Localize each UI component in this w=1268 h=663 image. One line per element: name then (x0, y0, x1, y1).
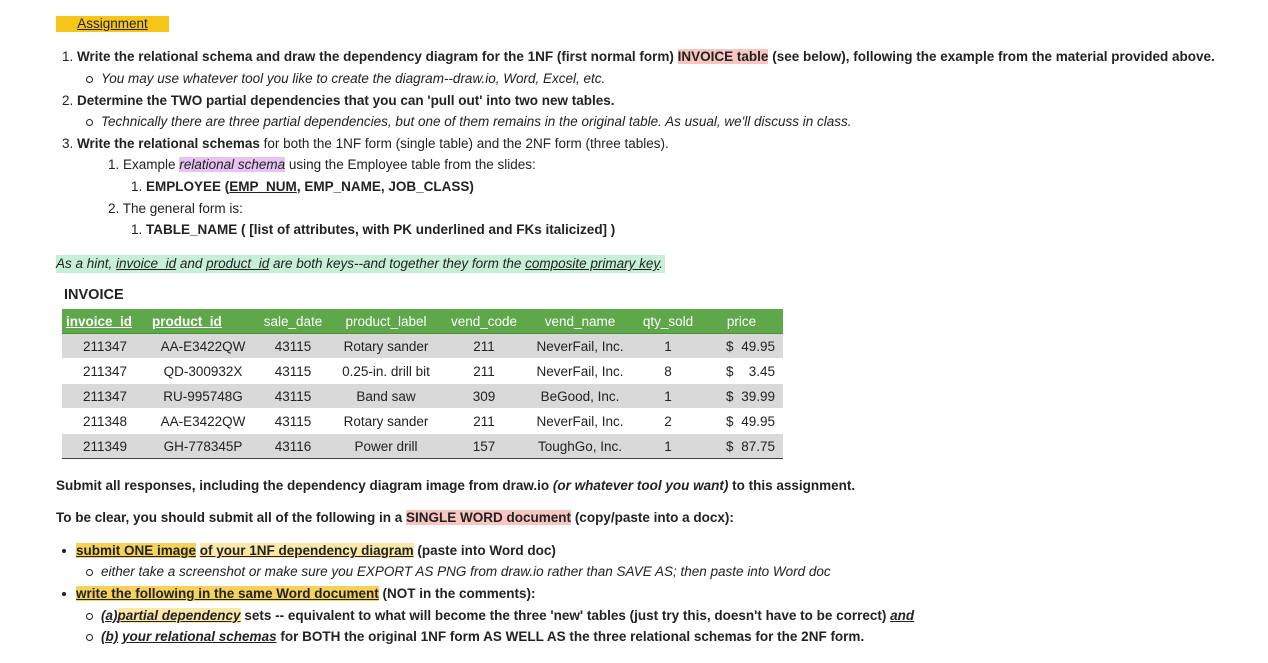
bullet-1-sub: either take a screenshot or make sure you EXPORT AS PNG from draw.io rather than SAVE AS; then paste into Word doc (86, 563, 831, 581)
cell-product-id: AA-E3422QW (148, 409, 258, 434)
cell-invoice-id: 211347 (62, 359, 148, 384)
table-row (62, 359, 783, 384)
col-qty-sold: qty_sold (636, 309, 700, 334)
cell-invoice-id: 211348 (62, 409, 148, 434)
cell-invoice-id: 211349 (62, 434, 148, 459)
circle-bullet-icon (86, 634, 93, 641)
item-1-sub: You may use whatever tool you like to create the diagram--draw.io, Word, Excel, etc. (86, 70, 605, 88)
cell-price: $ 87.75 (700, 434, 783, 459)
cell-sale-date: 43115 (258, 334, 328, 359)
col-vend-code: vend_code (444, 309, 524, 334)
col-vend-name: vend_name (524, 309, 636, 334)
item-1-number: 1. (62, 49, 74, 64)
cell-qty-sold: 8 (636, 359, 700, 384)
cell-vend-code: 211 (444, 359, 524, 384)
table-row (62, 384, 783, 409)
cell-price: $ 49.95 (700, 409, 783, 434)
cell-product-label: 0.25-in. drill bit (328, 359, 444, 384)
cell-product-id: RU-995748G (148, 384, 258, 409)
item-1-text: Write the relational schema and draw the dependency diagram for the 1NF (first normal form) (77, 49, 674, 64)
cell-qty-sold: 2 (636, 409, 700, 434)
cell-vend-code: 309 (444, 384, 524, 409)
cell-product-id: GH-778345P (148, 434, 258, 459)
bullet-icon (62, 549, 66, 553)
clear-line: To be clear, you should submit all of the following in a SINGLE WORD document (copy/paste into a docx): (56, 510, 734, 525)
cell-product-label: Band saw (328, 384, 444, 409)
cell-product-label: Rotary sander (328, 334, 444, 359)
cell-invoice-id: 211347 (62, 334, 148, 359)
single-word-doc-highlight: SINGLE WORD document (406, 510, 572, 525)
cell-product-label: Power drill (328, 434, 444, 459)
cell-price: $ 3.45 (700, 359, 783, 384)
hint-line: As a hint, invoice_id and product_id are both keys--and together they form the composite primary key. (56, 256, 663, 271)
cell-sale-date: 43116 (258, 434, 328, 459)
cell-price: $ 39.99 (700, 384, 783, 409)
cell-vend-code: 211 (444, 334, 524, 359)
item-3-2: 2. The general form is: (108, 201, 243, 216)
cell-product-id: AA-E3422QW (148, 334, 258, 359)
bullet-icon (62, 592, 66, 596)
invoice-table-title: INVOICE (64, 287, 124, 303)
cell-product-label: Rotary sander (328, 409, 444, 434)
table-row (62, 434, 783, 459)
composite-key: composite primary key (525, 256, 660, 271)
col-sale-date: sale_date (258, 309, 328, 334)
item-3-1-1: 1. EMPLOYEE (EMP_NUM, EMP_NAME, JOB_CLASS) (131, 179, 474, 194)
bullet-2: write the following in the same Word document (NOT in the comments): (62, 585, 536, 603)
item-2: 2. Determine the TWO partial dependencies that you can 'pull out' into two new tables. (62, 93, 615, 108)
cell-qty-sold: 1 (636, 334, 700, 359)
circle-bullet-icon (86, 119, 93, 126)
col-product-label: product_label (328, 309, 444, 334)
cell-qty-sold: 1 (636, 384, 700, 409)
relational-schema-highlight: relational schema (179, 157, 286, 172)
item-3: 3. Write the relational schemas for both the 1NF form (single table) and the 2NF form (three tables). (62, 136, 669, 151)
col-product-id: product_id (148, 309, 258, 334)
col-price: price (700, 309, 783, 334)
item-3-2-1: 1. TABLE_NAME ( [list of attributes, with PK underlined and FKs italicized] ) (131, 222, 616, 237)
cell-product-id: QD-300932X (148, 359, 258, 384)
invoice-id-key: invoice_id (116, 256, 177, 271)
circle-bullet-icon (86, 613, 93, 620)
item-1 (62, 48, 1215, 66)
emp-num-pk: EMP_NUM (229, 179, 297, 194)
cell-sale-date: 43115 (258, 409, 328, 434)
cell-sale-date: 43115 (258, 359, 328, 384)
circle-bullet-icon (86, 569, 93, 576)
col-invoice-id: invoice_id (62, 309, 148, 334)
cell-vend-name: BeGood, Inc. (524, 384, 636, 409)
bullet-2-sub-b: (b) your relational schemas for BOTH the original 1NF form AS WELL AS the three relational schemas for the 2NF form. (86, 628, 864, 646)
cell-vend-name: NeverFail, Inc. (524, 359, 636, 384)
item-3-1: 1. Example relational schema using the Employee table from the slides: (108, 157, 536, 172)
table-row (62, 409, 783, 434)
cell-vend-name: NeverFail, Inc. (524, 334, 636, 359)
item-2-sub: Technically there are three partial dependencies, but one of them remains in the original table. As usual, we'll discuss in class. (86, 113, 852, 131)
invoice-table-highlight: INVOICE table (677, 49, 769, 64)
cell-vend-name: ToughGo, Inc. (524, 434, 636, 459)
cell-sale-date: 43115 (258, 384, 328, 409)
invoice-table (62, 309, 783, 459)
cell-qty-sold: 1 (636, 434, 700, 459)
bullet-2-sub-a: (a)partial dependency sets -- equivalent to what will become the three 'new' tables (just try this, doesn't have to be correct) and (86, 607, 914, 625)
product-id-key: product_id (206, 256, 270, 271)
assignment-heading: Assignment (56, 16, 169, 32)
bullet-1: submit ONE image of your 1NF dependency diagram (paste into Word doc) (62, 542, 556, 560)
cell-vend-name: NeverFail, Inc. (524, 409, 636, 434)
cell-vend-code: 157 (444, 434, 524, 459)
table-row (62, 334, 783, 359)
cell-vend-code: 211 (444, 409, 524, 434)
item-1-text-end: (see below), following the example from the material provided above. (772, 49, 1215, 64)
circle-bullet-icon (86, 76, 93, 83)
submit-line: Submit all responses, including the dependency diagram image from draw.io (or whatever tool you want) to this assignment. (56, 478, 856, 493)
cell-price: $ 49.95 (700, 334, 783, 359)
invoice-header-row (62, 309, 783, 334)
cell-invoice-id: 211347 (62, 384, 148, 409)
